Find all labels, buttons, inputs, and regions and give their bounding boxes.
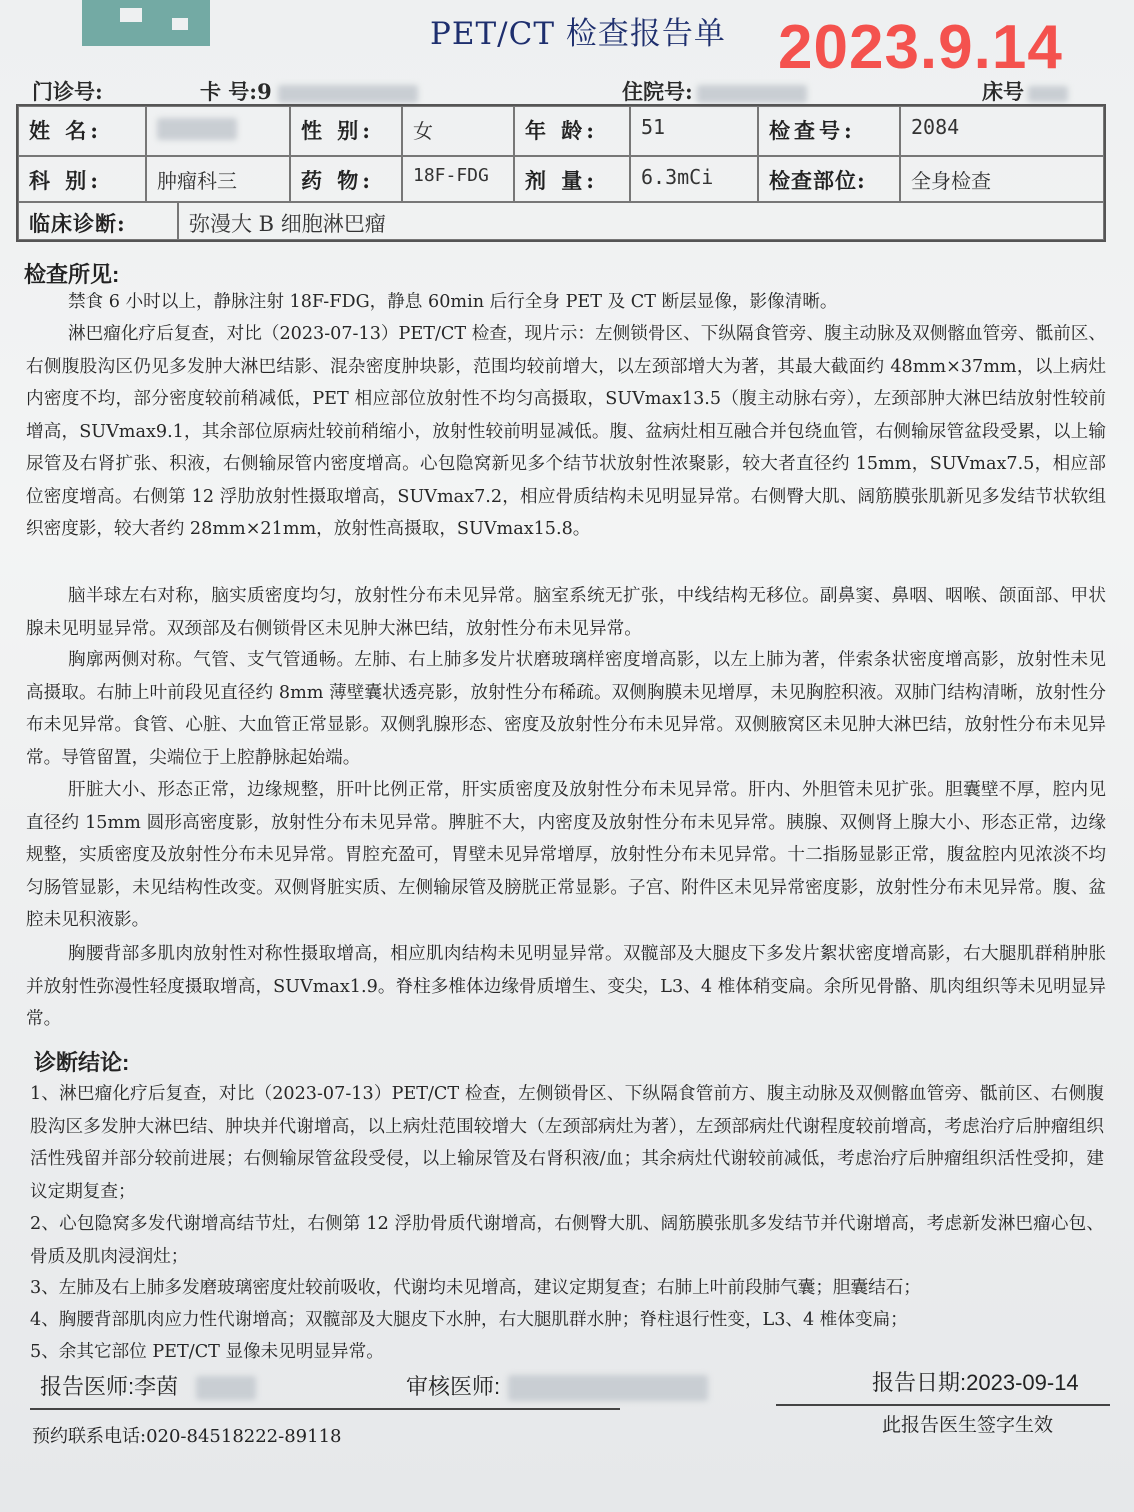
phone-value: 020-84518222-89118 (146, 1426, 342, 1447)
dose-value: 6.3mCi (630, 156, 758, 202)
inpatient-no (622, 76, 807, 106)
conclusion-item: 4、胸腰背部肌肉应力性代谢增高；双髋部及大腿皮下水肿，右大腿肌群水肿；脊柱退行性变，L3、4 椎体变扁； (30, 1310, 908, 1330)
site-label: 检查部位: (758, 156, 900, 202)
age-label: 年 龄: (514, 106, 630, 156)
report-date (872, 1366, 1079, 1397)
phone-label: 预约联系电话: (32, 1426, 147, 1447)
conclusion-heading: 诊断结论: (34, 1050, 130, 1075)
exam-no-value: 2084 (900, 106, 1104, 156)
report-title: PET/CT 检查报告单 (430, 16, 726, 52)
gender-value: 女 (402, 106, 514, 156)
drug-label: 药 物: (290, 156, 402, 202)
redacted-name (157, 118, 237, 140)
date-stamp: 2023.9.14 (778, 13, 1063, 82)
redacted-inpatient-no (697, 85, 807, 103)
hospital-logo (82, 0, 210, 46)
report-date-label: 报告日期: (872, 1370, 967, 1395)
drug-value: 18F-FDG (402, 156, 514, 202)
card-no-label: 卡 号: (200, 79, 258, 104)
report-date-value: 2023-09-14 (966, 1370, 1079, 1395)
signature-note: 此报告医生签字生效 (882, 1414, 1054, 1436)
report-doctor-label: 报告医师: (40, 1374, 135, 1399)
clinic-no-label: 门诊号: (32, 79, 103, 104)
gender-label: 性 别: (290, 106, 402, 156)
findings-paragraph: 脑半球左右对称，脑实质密度均匀，放射性分布未见异常。脑室系统无扩张，中线结构无移位。副鼻窦、鼻咽、咽喉、颌面部、甲状腺未见明显异常。双颈部及右侧锁骨区未见肿大淋巴结，放射性分布未见异常。 (26, 586, 1106, 639)
review-doctor-label: 审核医师: (406, 1374, 501, 1399)
findings-paragraph: 胸廓两侧对称。气管、支气管通畅。左肺、右上肺多发片状磨玻璃样密度增高影，以左上肺为著，伴索条状密度增高影，放射性未见高摄取。右肺上叶前段见直径约 8mm 薄壁囊状透亮影，放射性分布稀疏。双侧胸膜未见增厚，未见胸腔积液。双肺门结构清晰，放射性分布未见异常。食管、心脏、大血管正常显影。双侧乳腺形态、密度及放射性分布未见异常。双侧腋窝区未见肿大淋巴结，放射性分布未见异常。导管留置，尖端位于上腔静脉起始端。 (26, 650, 1106, 768)
findings-paragraph: 禁食 6 小时以上，静脉注射 18F-FDG，静息 60min 后行全身 PET 及 CT 断层显像，影像清晰。 (68, 292, 838, 312)
inpatient-no-label: 住院号: (622, 79, 693, 104)
redacted-reviewer (508, 1375, 708, 1401)
bed-no (982, 76, 1068, 106)
exam-no-label: 检查号: (758, 106, 900, 156)
conclusion-item: 3、左肺及右上肺多发磨玻璃密度灶较前吸收，代谢均未见增高，建议定期复查；右肺上叶前段肺气囊；胆囊结石； (30, 1278, 921, 1298)
dose-label: 剂 量: (514, 156, 630, 202)
divider (30, 1408, 620, 1410)
card-no (200, 76, 418, 106)
name-value (146, 106, 290, 156)
redacted-signature (196, 1376, 256, 1400)
patient-info-table (16, 104, 1106, 242)
name-label: 姓 名: (18, 106, 146, 156)
card-no-value: 9 (257, 79, 272, 104)
age-value: 51 (630, 106, 758, 156)
dept-label: 科 别: (18, 156, 146, 202)
bed-no-label: 床号 (982, 79, 1024, 104)
dept-value: 肿瘤科三 (146, 156, 290, 202)
diagnosis-label: 临床诊断: (18, 202, 178, 240)
diagnosis-value: 弥漫大 B 细胞淋巴瘤 (178, 202, 1104, 240)
review-doctor (406, 1370, 708, 1401)
redacted-bed-no (1028, 86, 1068, 102)
site-value: 全身检查 (900, 156, 1104, 202)
report-doctor-value: 李茵 (134, 1374, 179, 1399)
findings-paragraph: 胸腰背部多肌肉放射性对称性摄取增高，相应肌肉结构未见明显异常。双髋部及大腿皮下多发片絮状密度增高影，右大腿肌群稍肿胀并放射性弥漫性轻度摄取增高，SUVmax1.9。脊柱多椎体边缘骨质增生、变尖，L3、4 椎体稍变扁。余所见骨骼、肌肉组织等未见明显异常。 (26, 944, 1106, 1029)
conclusion-item: 1、淋巴瘤化疗后复查，对比（2023-07-13）PET/CT 检查，左侧锁骨区、下纵隔食管前方、腹主动脉及双侧髂血管旁、骶前区、右侧腹股沟区多发肿大淋巴结、肿块并代谢增高，以上病灶范围较增大（左颈部病灶为著），左颈部病灶代谢程度较前增高，考虑治疗后肿瘤组织活性残留并部分较前进展；右侧输尿管盆段受侵，以上输尿管及右肾积液/血；其余病灶代谢较前减低，考虑治疗后肿瘤组织活性受抑，建议定期复查； (30, 1084, 1104, 1202)
findings-heading: 检查所见: (24, 262, 120, 287)
report-doctor (40, 1370, 256, 1401)
conclusion-item: 5、余其它部位 PET/CT 显像未见明显异常。 (30, 1342, 384, 1362)
redacted-card-no (278, 85, 418, 103)
findings-paragraph: 淋巴瘤化疗后复查，对比（2023-07-13）PET/CT 检查，现片示：左侧锁骨区、下纵隔食管旁、腹主动脉及双侧髂血管旁、骶前区、右侧腹股沟区仍见多发肿大淋巴结影、混杂密度肿块影，范围均较前增大，以左颈部增大为著，其最大截面约 48mm×37mm，以上病灶内密度不均，部分密度较前稍减低，PET 相应部位放射性不均匀高摄取，SUVmax13.5（腹主动脉右旁），左颈部肿大淋巴结放射性较前增高，SUVmax9.1，其余部位原病灶较前稍缩小，放射性较前明显减低。腹、盆病灶相互融合并包绕血管，右侧输尿管盆段受累，以上输尿管及右肾扩张、积液，右侧输尿管内密度增高。心包隐窝新见多个结节状放射性浓聚影，较大者直径约 15mm，SUVmax7.5，相应部位密度增高。右侧第 12 浮肋放射性摄取增高，SUVmax7.2，相应骨质结构未见明显异常。右侧臀大肌、阔筋膜张肌新见多发结节状软组织密度影，较大者约 28mm×21mm，放射性高摄取，SUVmax15.8。 (26, 324, 1106, 539)
phone (32, 1422, 341, 1448)
findings-paragraph: 肝脏大小、形态正常，边缘规整，肝叶比例正常，肝实质密度及放射性分布未见异常。肝内、外胆管未见扩张。胆囊壁不厚，腔内见直径约 15mm 圆形高密度影，放射性分布未见异常。脾脏不大，内密度及放射性分布未见异常。胰腺、双侧肾上腺大小、形态正常，边缘规整，实质密度及放射性分布未见异常。胃腔充盈可，胃壁未见异常增厚，放射性分布未见异常。十二指肠显影正常，腹盆腔内见浓淡不均匀肠管显影，未见结构性改变。双侧肾脏实质、左侧输尿管及膀胱正常显影。子宫、附件区未见异常密度影，放射性分布未见异常。腹、盆腔未见积液影。 (26, 780, 1106, 930)
conclusion-item: 2、心包隐窝多发代谢增高结节灶，右侧第 12 浮肋骨质代谢增高，右侧臀大肌、阔筋膜张肌多发结节并代谢增高，考虑新发淋巴瘤心包、骨质及肌肉浸润灶； (30, 1214, 1104, 1267)
divider (776, 1404, 1110, 1406)
